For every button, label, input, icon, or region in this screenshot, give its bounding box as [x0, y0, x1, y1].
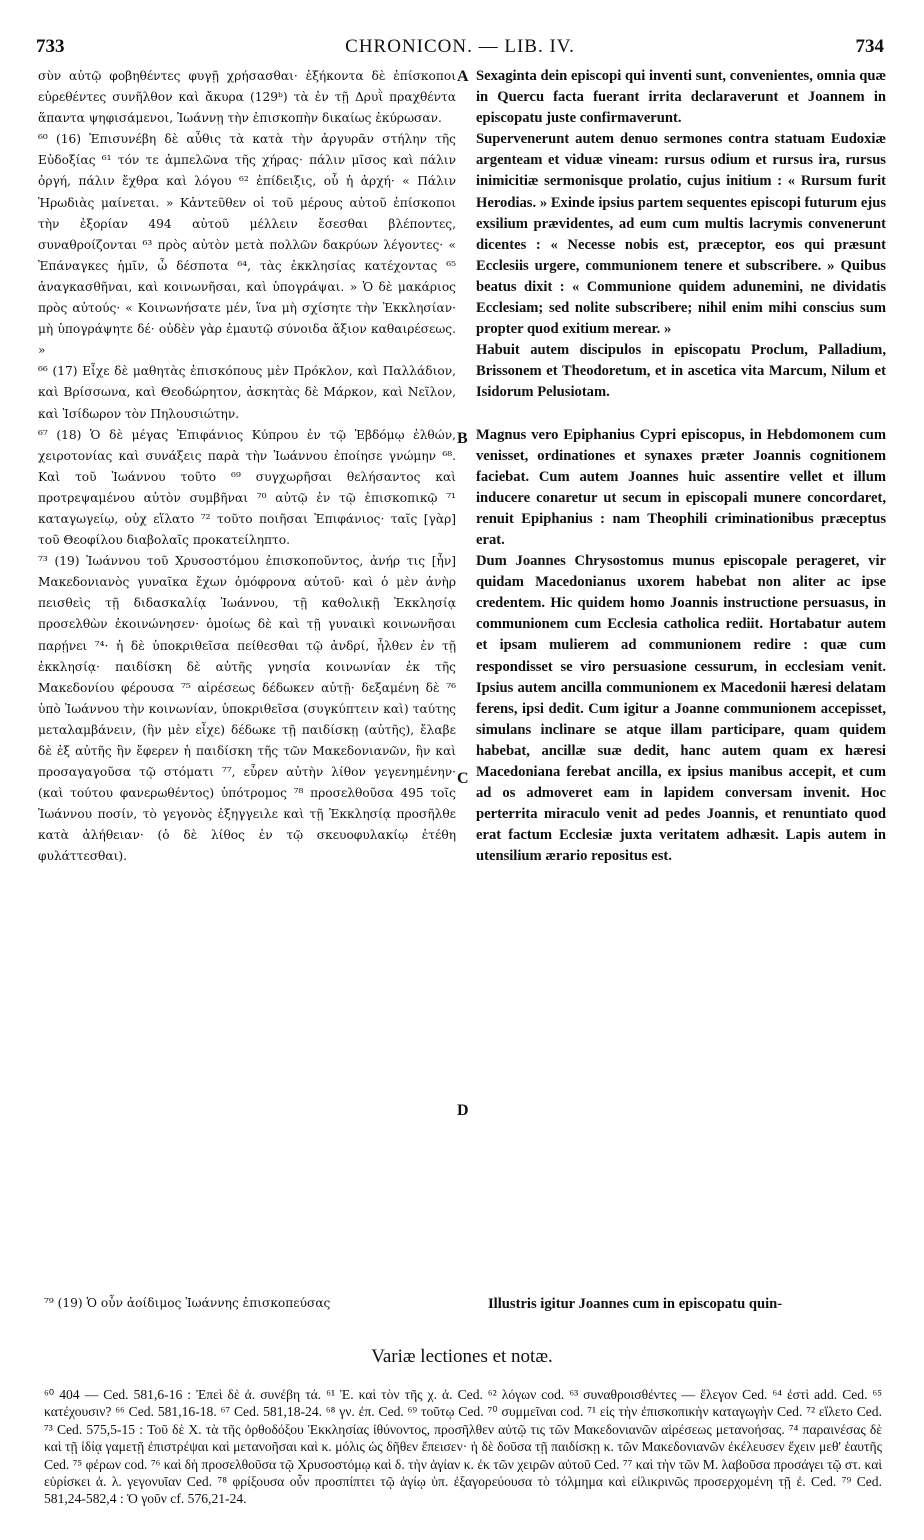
page-header — [36, 36, 884, 66]
margin-letter-c: C — [457, 770, 469, 787]
notes-block — [44, 1386, 882, 1508]
greek-column — [38, 66, 456, 868]
latin-paragraph-1: Sexaginta dein episcopi qui inventi sunt, convenientes, omnia quæ in Quercu facta fuerant irrita declaraverunt et Joannem in episcopatu juste confirmaverunt. — [476, 68, 886, 127]
greek-paragraph-5: ⁷³ (19) Ἰωάννου τοῦ Χρυσοστόμου ἐπισκοποῦντος, ἀνήρ τις [ἦν] Μακεδονιανὸς γυναῖκα ἔχων ὁμόφρονα αὐτοῦ· καὶ ὁ μὲν ἀνὴρ πεισθεὶς τῇ διδασκαλίᾳ Ἰωάννου, τῇ καθολικῇ Ἐκκλησίᾳ προσελθὼν ἐκοινώνησεν· ὁμοίως δὲ καὶ τῇ γυναικὶ κοινωνῆσαι παρῄνει ⁷⁴· ἡ δὲ ὑποκριθεῖσα πείθεσθαι τῷ ἀνδρί, ἦλθεν ἐν τῇ ἐκκλησίᾳ· παιδίσκη δὲ αὐτῆς γνησία κοινωνίαν ἐκ τῆς Μακεδονίου φέρουσα ⁷⁵ αἱρέσεως δέδωκεν αὐτῇ· δεξαμένη δὲ ⁷⁶ ὑπὸ Ἰωάννου τὴν κοινωνίαν, ὑποκριθεῖσα (συγκύπτειν καὶ) ταύτης μεταλαμβάνειν, (ἣν μὲν εἶχε) δέδωκε τῇ παιδίσκῃ (αὐτῆς), ἔλαβε δὲ ἐξ αὐτῆς ἣν ἔφερεν ἡ παιδίσκη τῆς τῶν Μακεδονιανῶν, ἣν καὶ προσαγαγοῦσα τῷ στόματι ⁷⁷, εὗρεν αὐτὴν λίθον γεγενημένην· (καὶ τούτου φανερωθέντος) ὑπότρομος ⁷⁸ προσελθοῦσα 495 τοῖς Ἰωάννου ποσίν, τὸ γεγονὸς ἐξηγγειλε καὶ τῇ Ἐκκλησίᾳ προσῆλθε κατὰ ἀλήθειαν· (ὁ δὲ λίθος ἐν τῷ σκευοφυλακίῳ ἐτέθη φυλάττεσθαι). — [38, 554, 456, 864]
page-number-right: 734 — [855, 36, 884, 57]
latin-paragraph-4: Magnus vero Epiphanius Cypri episcopus, in Hebdomonem cum venisset, ordinationes et synaxes præter Joannis cognitionem faciebat. Cum autem Joannes huic assentire vellet et illum inducere conaretur ut secum in episcopali munere concordaret, renuit Epiphanius : nam Theophili criminationibus præceptus erat. — [476, 426, 886, 548]
notes-title: Variæ lectiones et notæ. — [371, 1346, 553, 1367]
greek-paragraph-2: ⁶⁰ (16) Ἐπισυνέβη δὲ αὖθις τὰ κατὰ τὴν ἀργυρᾶν στήλην τῆς Εὐδοξίας ⁶¹ τόν τε ἀμπελῶνα τῆς χήρας· πάλιν μῖσος καὶ πάλιν ὀργή, πάλιν ἔχθρα καὶ λόγου ⁶² ἐπίδειξις, οὗ ἡ ἀρχή· « Πάλιν Ἡρωδιὰς μαίνεται. » Κἀντεῦθεν οἱ τοῦ μέρους αὐτοῦ ἐπίσκοποι τὴν ἐξορίαν 494 αὐτοῦ μέλλειν ἔσεσθαι βλέποντες, συναθροίζονται ⁶³ πρὸς αὐτὸν μετὰ πολλῶν δακρύων λέγοντες· « Ἐπάναγκες ἡμῖν, ὦ δέσποτα ⁶⁴, τὰς ἐκκλησίας κατέχοντας ⁶⁵ ἀναγκασθῆναι, καὶ κοινωνῆσαι, καὶ ὑπογράψαι. » Ὁ δὲ μακάριος πρὸς αὐτούς· « Κοινωνήσατε μέν, ἵνα μὴ σχίσητε τὴν Ἐκκλησίαν· μὴ ὑπογράψητε δέ· οὐδὲν γὰρ ἐμαυτῷ σύνοιδα ἄξιον καθαιρέσεως. » — [38, 132, 456, 358]
greek-paragraph-4: ⁶⁷ (18) Ὁ δὲ μέγας Ἐπιφάνιος Κύπρου ἐν τῷ Ἑβδόμῳ ἐλθών, χειροτονίας καὶ συνάξεις παρὰ τὴν Ἰωάννου ἐποίησε γνώμην ⁶⁸. Καὶ τοῦ Ἰωάννου τοῦτο ⁶⁹ συγχωρῆσαι θελήσαντος καὶ προτρεψαμένου αὐτὸν συμβῆναι ⁷⁰ αὐτῷ ἐν τῷ ἐπισκοπικῷ ⁷¹ καταγωγείῳ, οὐχ εἵλατο ⁷² τοῦτο ποιῆσαι Ἐπιφάνιος· ταῖς [γὰρ] τοῦ Θεοφίλου διαβολαῖς προκατείληπτο. — [38, 427, 456, 548]
latin-paragraph-5: Dum Joannes Chrysostomus munus episcopale perageret, vir quidam Macedonianus uxorem habebat non aliter ac ipse credentem. Hic quidem homo Joannis instructione persuasus, in communionem cum Ecclesia catholica rediit. Hortabatur autem et ipsam mulierem ad communionem redire : quæ cum respondisset se viro persuasione cessurum, in ecclesiam venit. Ipsius autem ancilla communionem ex Macedonii hæresi delatam ferens, ipsi dedit. Cum igitur a Joanne communionem accepisset, simulans inclinare se atque illam participare, quam quidem habebat, ancillæ suæ dedit, hanc autem quam ex hæresi Macedoniana ferebat ancilla, ex ipsius manibus accepit, et cum ad os admoveret eam in lapidem conversam invenit. Hoc perterrita miraculo venit ad pedes Joannis, et renuntiato quod erat factum Ecclesiæ juxta veritatem adhæsit. Lapis autem in utensilium ærario repositus est. — [476, 553, 886, 865]
greek-paragraph-3: ⁶⁶ (17) Εἶχε δὲ μαθητὰς ἐπισκόπους μὲν Πρόκλον, καὶ Παλλάδιον, καὶ Βρίσσωνα, καὶ Θεοδώρητον, ἀσκητὰς δὲ Μάρκον, καὶ Νεῖλον, καὶ Ἰσίδωρον τὸν Πηλουσιώτην. — [38, 364, 456, 421]
margin-letter-a: A — [457, 68, 469, 85]
notes-text: ⁶⁰ 404 — Ced. 581,6-16 : Ἐπεὶ δὲ ἀ. συνέβη τά. ⁶¹ Ἐ. καὶ τὸν τῆς χ. ἀ. Ced. ⁶² λόγων cod. ⁶³ συναθροισθέντες — ἔλεγον Ced. ⁶⁴ ἐστὶ add. Ced. ⁶⁵ κατέχουσιν? ⁶⁶ Ced. 581,16-18. ⁶⁷ Ced. 581,18-24. ⁶⁸ γν. ἐπ. Ced. ⁶⁹ τοῦτῳ Ced. ⁷⁰ συμμεῖναι cod. ⁷¹ εἰς τὴν ἐπισκοπικὴν καταγωγὴν Ced. ⁷² εἵλετο Ced. ⁷³ Ced. 575,5-15 : Τοῦ δὲ Χ. τὰ τῆς ὀρθοδόξου Ἐκκλησίας ἰθύνοντος, προσῆλθεν αὐτῷ τις τῶν Μακεδονιανῶν αἱρέσεως μετανοήσας. ⁷⁴ παραινέσας δὲ καὶ τῇ ἰδίᾳ γαμετῇ ἐπιστρέψαι καὶ μετανοῆσαι καὶ κ. μόλις ὡς δῆθεν ἔπεισεν· ἡ δὲ δοῦσα τῇ παιδίσκῃ κ. τῶν Μακεδονιανῶν ἐκέλευσεν ἔχειν μεθ' ἑαυτῆς Ced. ⁷⁵ φέρων cod. ⁷⁶ καὶ δὴ προσελθοῦσα τῷ Χρυσοστόμῳ καὶ δ. τὴν ἁγίαν κ. ἐκ τῶν χειρῶν αὐτοῦ Ced. ⁷⁷ καὶ τὴν τῶν Μ. λαβοῦσα προσάγει τῷ στ. καὶ εὑρίσκει ἀ. λ. γεγονυῖαν Ced. ⁷⁸ φρίξουσα οὖν προσπίπτει τῷ ἁγίῳ ὑπ. ἐξαγορεύουσα τὸ τόλμημα καὶ εἰλικρινῶς προσερχομένη τῇ ἐ. Ced. ⁷⁹ Ced. 581,24-582,4 : Ὁ γοῦν cf. 576,21-24. — [44, 1387, 882, 1507]
running-title: CHRONICON. — LIB. IV. — [345, 36, 575, 57]
margin-letter-b: B — [457, 430, 468, 447]
latin-paragraph-3: Habuit autem discipulos in episcopatu Proclum, Palladium, Brissonem et Theodoretum, et in ascetica vita Marcum, Nilum et Isidorum Pelusiotam. — [476, 342, 886, 401]
latin-column — [476, 66, 886, 867]
page-number-left: 733 — [36, 36, 65, 57]
greek-last-line: ⁷⁹ (19) Ὁ οὖν ἀοίδιμος Ἰωάννης ἐπισκοπεύσας — [44, 1296, 331, 1310]
latin-paragraph-2: Supervenerunt autem denuo sermones contra statuam Eudoxiæ argenteam et viduæ vineam: rursus odium et rursus ira, rursus inimicitiæ sermonisque prolatio, cujus initium : « Rursum furit Herodias. » Exinde ipsius partem sequentes episcopi futurum ejus exsilium prævidentes, ad eum cum multis lacrymis convenerunt dicentes : « Necesse nobis est, præceptor, eos qui præsunt Ecclesiis urgere, communionem tenere et subscribere. » Quibus beatus dixit : « Communione quidem adunemini, ne dividatis Ecclesiam; sed nolite subscribere; nihil enim mihi conscius sum propter quod exitium merear. » — [476, 131, 886, 338]
latin-last-line: Illustris igitur Joannes cum in episcopatu quin- — [488, 1296, 783, 1312]
greek-paragraph-1: σὺν αὐτῷ φοβηθέντες φυγῇ χρήσασθαι· ἑξήκοντα δὲ ἐπίσκοποι εὑρεθέντες συνῆλθον καὶ ἄκυρα (129ᵇ) τὰ ἐν τῇ Δρυῒ πραχθέντα ἅπαντα ψηφισάμενοι, Ἰωάννῃ τὴν ἐπισκοπὴν δικαίως ἐκύρωσαν. — [38, 69, 456, 126]
margin-letter-d: D — [457, 1102, 469, 1119]
